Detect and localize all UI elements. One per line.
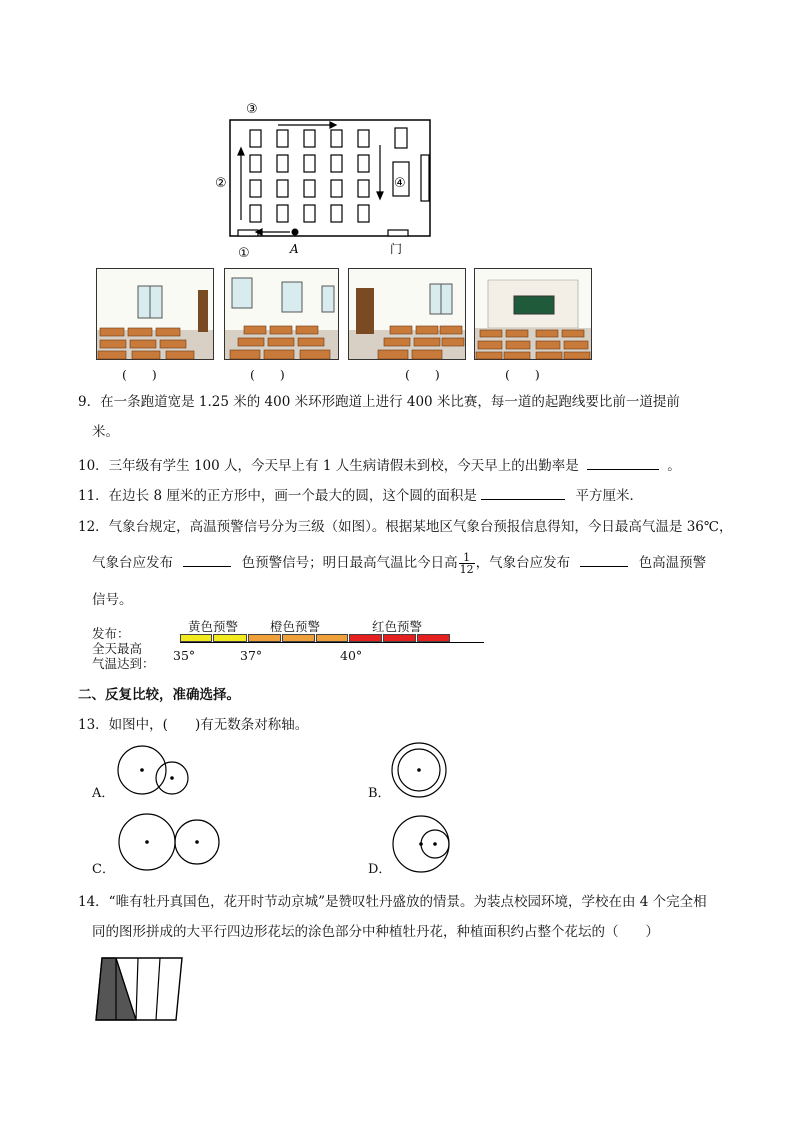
label-1: ① — [238, 246, 250, 260]
q11-answer-blank[interactable] — [481, 485, 565, 500]
classroom-view-4 — [474, 268, 592, 360]
segment-yellow-1 — [180, 634, 212, 642]
option-d-center-2 — [433, 842, 437, 846]
q12-answer-blank-2[interactable] — [580, 552, 628, 567]
segment-orange-1 — [248, 634, 281, 642]
option-c-center-1 — [145, 840, 149, 844]
level-label-orange: 橙色预警 — [270, 619, 321, 634]
segment-yellow-2 — [213, 634, 247, 642]
level-label-red: 红色预警 — [372, 619, 423, 634]
label-4: ④ — [394, 176, 406, 191]
q14-text-2: 同的图形拼成的大平行四边形花坛的涂色部分中种植牡丹花，种植面积约占整个花坛的（ ） — [92, 924, 659, 940]
option-c-center-2 — [195, 840, 199, 844]
question-14 — [78, 892, 707, 912]
divider-2 — [136, 958, 138, 1020]
q12-text-1: 12．气象台规定，高温预警信号分为三级（如图）。根据某地区气象台预报信息得知，今日最高气温是 36℃， — [78, 519, 733, 535]
question-12 — [78, 517, 733, 537]
question-9 — [78, 392, 680, 412]
q12-answer-blank-1[interactable] — [183, 552, 231, 567]
q12-text-2d: 色高温预警 — [638, 555, 707, 571]
label-2: ② — [215, 176, 227, 191]
option-d-figure[interactable] — [390, 812, 454, 876]
q10-text: 10．三年级有学生 100 人，今天早上有 1 人生病请假未到校，今天早上的出勤率是 — [78, 458, 579, 474]
option-a-center-1 — [140, 768, 144, 772]
question-14-cont — [92, 922, 659, 942]
fraction-denominator: 12 — [459, 563, 474, 576]
view-3-answer[interactable]: ( ) — [405, 367, 440, 382]
divider-3 — [156, 958, 160, 1020]
q11-text: 11．在边长 8 厘米的正方形中，画一个最大的圆，这个圆的面积是 — [78, 488, 477, 504]
segment-red-3 — [417, 634, 450, 642]
q10-text-end: 。 — [667, 458, 681, 474]
parallelogram-flowerbed-figure — [92, 955, 192, 1023]
option-c-label[interactable]: C． — [92, 862, 115, 877]
warning-temp-label-2: 气温达到： — [92, 656, 155, 671]
question-9-cont — [92, 422, 119, 442]
q14-text-1: 14．“唯有牡丹真国色，花开时节动京城”是赞叹牡丹盛放的情景。为装点校园环境，学校在由 4 个完全相 — [78, 894, 707, 910]
level-label-yellow: 黄色预警 — [188, 619, 239, 634]
segment-orange-3 — [316, 634, 348, 642]
segment-red-2 — [383, 634, 416, 642]
view-1-answer[interactable]: ( ) — [122, 367, 157, 382]
question-12-line-2 — [92, 552, 706, 575]
q12-text-2b: 色预警信号；明日最高气温比今日高 — [241, 555, 458, 571]
tick-40: 40° — [340, 648, 363, 663]
label-door: 门 — [390, 242, 403, 256]
option-b-center — [417, 768, 421, 772]
question-10 — [78, 455, 681, 476]
q12-text-2c: ，气象台应发布 — [475, 555, 571, 571]
segment-orange-2 — [282, 634, 315, 642]
q12-fraction — [459, 552, 475, 575]
option-d-label[interactable]: D． — [368, 862, 392, 877]
tick-37: 37° — [240, 648, 263, 663]
label-3: ③ — [246, 102, 258, 117]
section-2-title: 二、反复比较，准确选择。 — [78, 687, 240, 703]
option-b-label[interactable]: B． — [368, 786, 391, 801]
classroom-view-1 — [96, 268, 214, 360]
q9-text: 9．在一条跑道宽是 1.25 米的 400 米环形跑道上进行 400 米比赛，每一道的起跑线要比前一道提前 — [78, 394, 680, 410]
classroom-view-2 — [224, 268, 339, 360]
warning-temp-label-1: 全天最高 — [92, 641, 143, 656]
option-a-figure[interactable] — [112, 740, 196, 800]
warning-scale-axis — [180, 642, 484, 643]
option-a-label[interactable]: A． — [92, 786, 115, 801]
segment-red-1 — [349, 634, 382, 642]
question-13: 13．如图中，( )有无数条对称轴。 — [78, 717, 309, 733]
q9-text-2: 米。 — [92, 424, 119, 440]
classroom-view-3 — [348, 268, 466, 360]
q10-answer-blank[interactable] — [587, 455, 659, 470]
q12-text-3: 信号。 — [92, 592, 133, 608]
q12-text-2a: 气象台应发布 — [92, 555, 173, 571]
fraction-numerator: 1 — [459, 552, 475, 564]
classroom-floorplan — [210, 95, 450, 260]
view-4-answer[interactable]: ( ) — [505, 367, 540, 382]
tick-35: 35° — [173, 648, 196, 663]
view-2-answer[interactable]: ( ) — [250, 367, 285, 382]
option-b-figure[interactable] — [388, 740, 450, 802]
option-c-figure[interactable] — [114, 812, 224, 874]
warning-publish-label: 发布： — [92, 626, 130, 641]
question-12-line-3 — [92, 590, 133, 610]
question-11 — [78, 485, 643, 506]
option-d-center-1 — [419, 842, 423, 846]
label-point-a: A — [290, 242, 299, 256]
q11-text-end: 平方厘米． — [575, 488, 643, 504]
option-a-center-2 — [170, 776, 174, 780]
